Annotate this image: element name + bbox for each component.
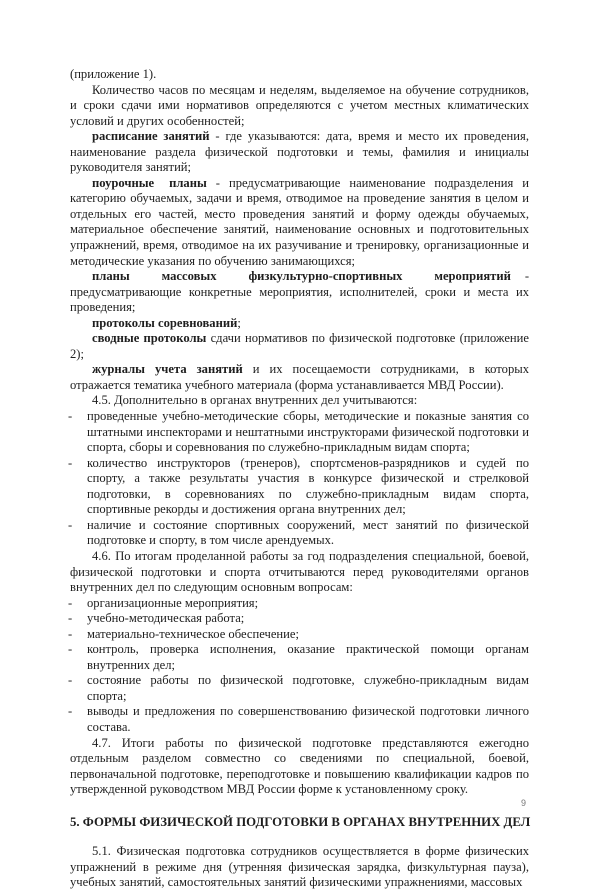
dash-bullet-icon: - [68,626,73,641]
list-item-text: состояние работы по физической подготовке, служебно-прикладным видам спорта; [87,673,529,703]
list-item-text: организационные мероприятия; [87,595,259,610]
list-item [70,627,529,643]
item-summary-protocols [70,331,529,362]
term-summary-protocols: сводные протоколы [92,331,207,346]
list-item [70,611,529,627]
list-item-text: материально-техническое обеспечение; [87,626,299,641]
text-schedule: - где указываются: дата, время и место их проведения, наименование раздела физической подготовки и темы, фамилия и инициалы руководителя занятий; [70,129,529,175]
list-item [70,518,529,549]
dash-bullet-icon: - [68,704,73,719]
list-item [70,673,529,704]
paragraph-hours: Количество часов по месяцам и неделям, выделяемое на обучение сотрудников, и сроки сдачи ими нормативов определяются с учетом местных климатических условий и других особенностей; [70,82,529,128]
list-item-text: проведенные учебно-методические сборы, методические и показные занятия со штатными инспекторами и нештатными инструкторами физической подготовки и спорта, сборы и соревнования по служебно-прикладным видам спорта; [87,409,529,455]
dash-bullet-icon: - [68,611,73,626]
dash-bullet-icon: - [68,517,73,532]
item-lesson-plans [70,176,529,269]
section-4-7: 4.7. Итоги работы по физической подготовке представляются ежегодно отдельным разделом совместно со сведениями по специальной, боевой, первоначальной подготовке, переподготовке и повышению квалификации кадров по утвержденной руководством МВД России форме к установленному сроку. [70,735,529,797]
list-item-text: выводы и предложения по совершенствованию физической подготовки личного состава. [87,704,529,734]
document-page [70,67,529,891]
term-schedule: расписание занятий [92,129,210,144]
section-4-5-lead: 4.5. Дополнительно в органах внутренних дел учитываются: [92,393,418,408]
list-item-text: учебно-методическая работа; [87,611,245,626]
text-mass-plans: - предусматривающие конкретные мероприятия, исполнителей, сроки и места их проведения; [70,269,530,315]
dash-bullet-icon: - [68,455,73,470]
list-item [70,596,529,612]
list-item [70,456,529,518]
list-item-text: контроль, проверка исполнения, оказание практической помощи органам внутренних дел; [87,642,529,672]
list-item-text: наличие и состояние спортивных сооружений, мест занятий по физической подготовке и спорту, в том числе арендуемых. [87,517,529,548]
item-journals [70,362,529,393]
section-4-6-lead: 4.6. По итогам проделанной работы за год подразделения специальной, боевой, физической подготовки и спорта отчитываются перед руководителями органов внутренних дел по следующим основным вопросам: [70,548,529,595]
item-mass-plans [70,269,529,316]
dash-bullet-icon: - [68,642,73,657]
term-mass-plans: планы массовых физкультурно-спортивных мероприятий [92,269,511,284]
list-item-text: количество инструкторов (тренеров), спортсменов-разрядников и судей по спорту, а также результаты участия в конкурсе физической и стрелковой подготовки, в соревнованиях по служебно-прикладным видам спорта, спортивные рекорды и достижения органа внутренних дел; [87,455,529,517]
dash-bullet-icon: - [68,409,73,424]
list-item [70,409,529,456]
section-4-5-list [70,409,529,549]
dash-bullet-icon: - [68,595,73,610]
item-schedule [70,129,529,176]
section-4-6-list [70,596,529,736]
text-competition-protocols: ; [237,315,241,330]
text-journals: и их посещаемости сотрудниками, в которых отражается тематика учебного материала (форма устанавливается МВД России). [70,362,529,392]
list-item [70,704,529,735]
dash-bullet-icon: - [68,673,73,688]
text-summary-protocols: сдачи нормативов по физической подготовке (приложение 2); [70,331,530,361]
section-5-1: 5.1. Физическая подготовка сотрудников осуществляется в форме физических упражнений в режиме дня (утренняя физическая зарядка, физкультурная пауза), учебных занятий, самостоятельных занятий физическими упражнениями, массовых [70,844,529,890]
list-item [70,642,529,673]
section-5-heading: 5. ФОРМЫ ФИЗИЧЕСКОЙ ПОДГОТОВКИ В ОРГАНАХ ВНУТРЕННИХ ДЕЛ [70,814,531,829]
page-number: 9 [521,798,527,808]
term-competition-protocols: протоколы соревнований [92,315,238,330]
text-lesson-plans: - предусматривающие наименование подразделения и категорию обучаемых, задачи и время, отводимое на проведение занятия в целом и отдельных его частей, место проведения занятий и форму одежды обучаемых, материальное обеспечение занятий, наименование основных и подготовительных упражнений, время, отводимое на их разучивание и тренировку, организационные и методические указания по обучению занимающихся; [70,175,529,268]
term-journals: журналы учета занятий [92,362,243,377]
intro-line: (приложение 1). [70,67,157,81]
item-competition-protocols [70,316,529,332]
term-lesson-plans: поурочные планы [92,175,207,190]
